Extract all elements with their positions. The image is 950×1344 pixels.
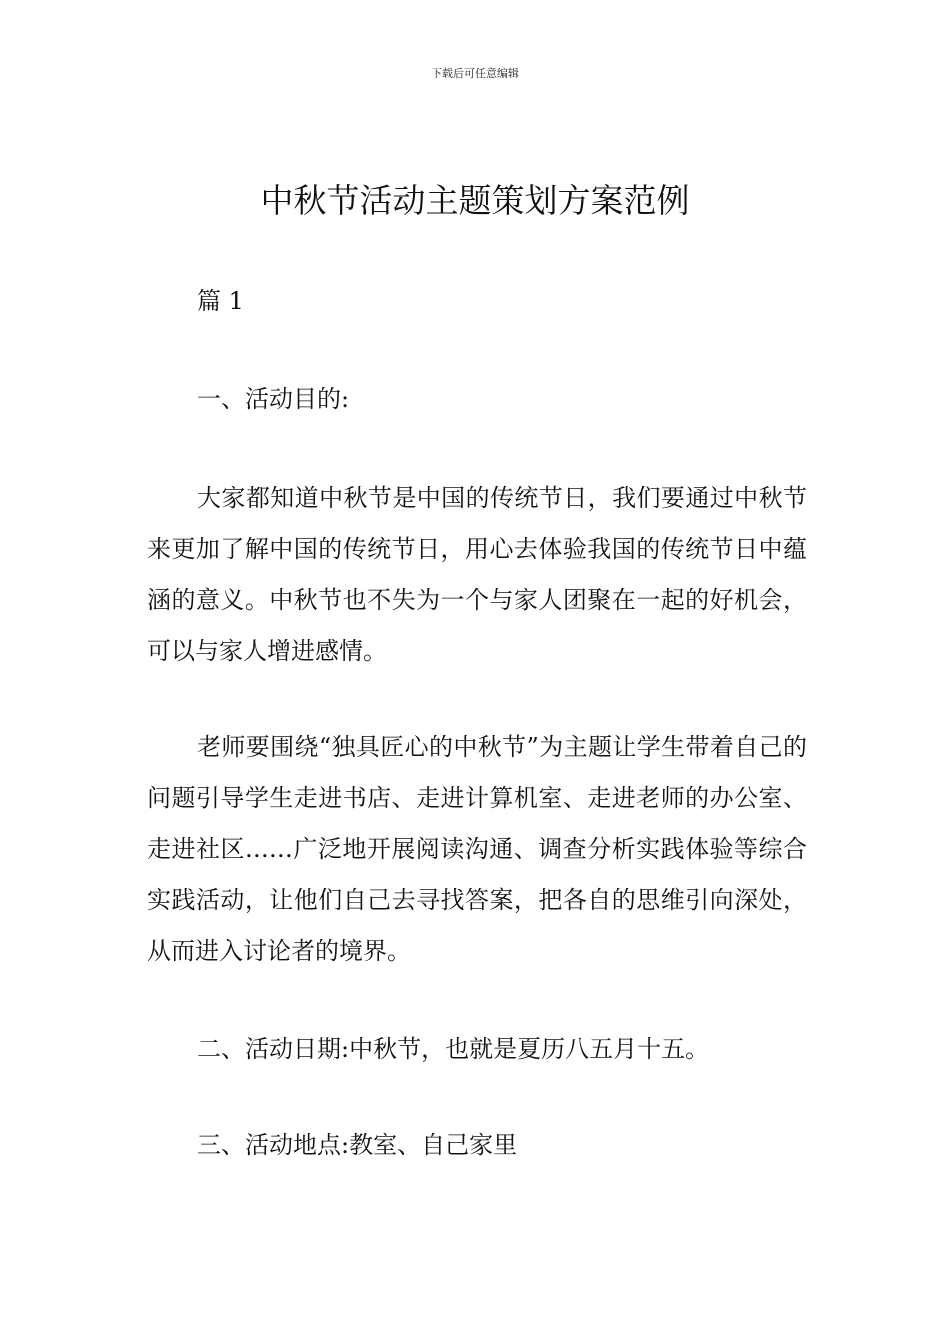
section-heading-purpose: 一、活动目的: bbox=[197, 385, 350, 413]
paragraph-purpose-intro: 大家都知道中秋节是中国的传统节日，我们要通过中秋节来更加了解中国的传统节日，用心去体验我国的传统节日中蕴涵的意义。中秋节也不失为一个与家人团聚在一起的好机会，可以与家人增进感情。 bbox=[147, 484, 807, 665]
section-heading-date: 二、活动日期:中秋节，也就是夏历八五月十五。 bbox=[197, 1035, 710, 1063]
document-title: 中秋节活动主题策划方案范例 bbox=[260, 181, 690, 220]
section-heading-place: 三、活动地点:教室、自己家里 bbox=[197, 1131, 518, 1159]
chapter-label: 篇 1 bbox=[197, 287, 244, 315]
page-header-note: 下载后可任意编辑 bbox=[431, 67, 519, 80]
paragraph-purpose-teacher: 老师要围绕“独具匠心的中秋节”为主题让学生带着自己的问题引导学生走进书店、走进计算机室、走进老师的办公室、走进社区……广泛地开展阅读沟通、调查分析实践体验等综合实践活动，让他们自己去寻找答案，把各自的思维引向深处，从而进入讨论者的境界。 bbox=[147, 733, 807, 965]
